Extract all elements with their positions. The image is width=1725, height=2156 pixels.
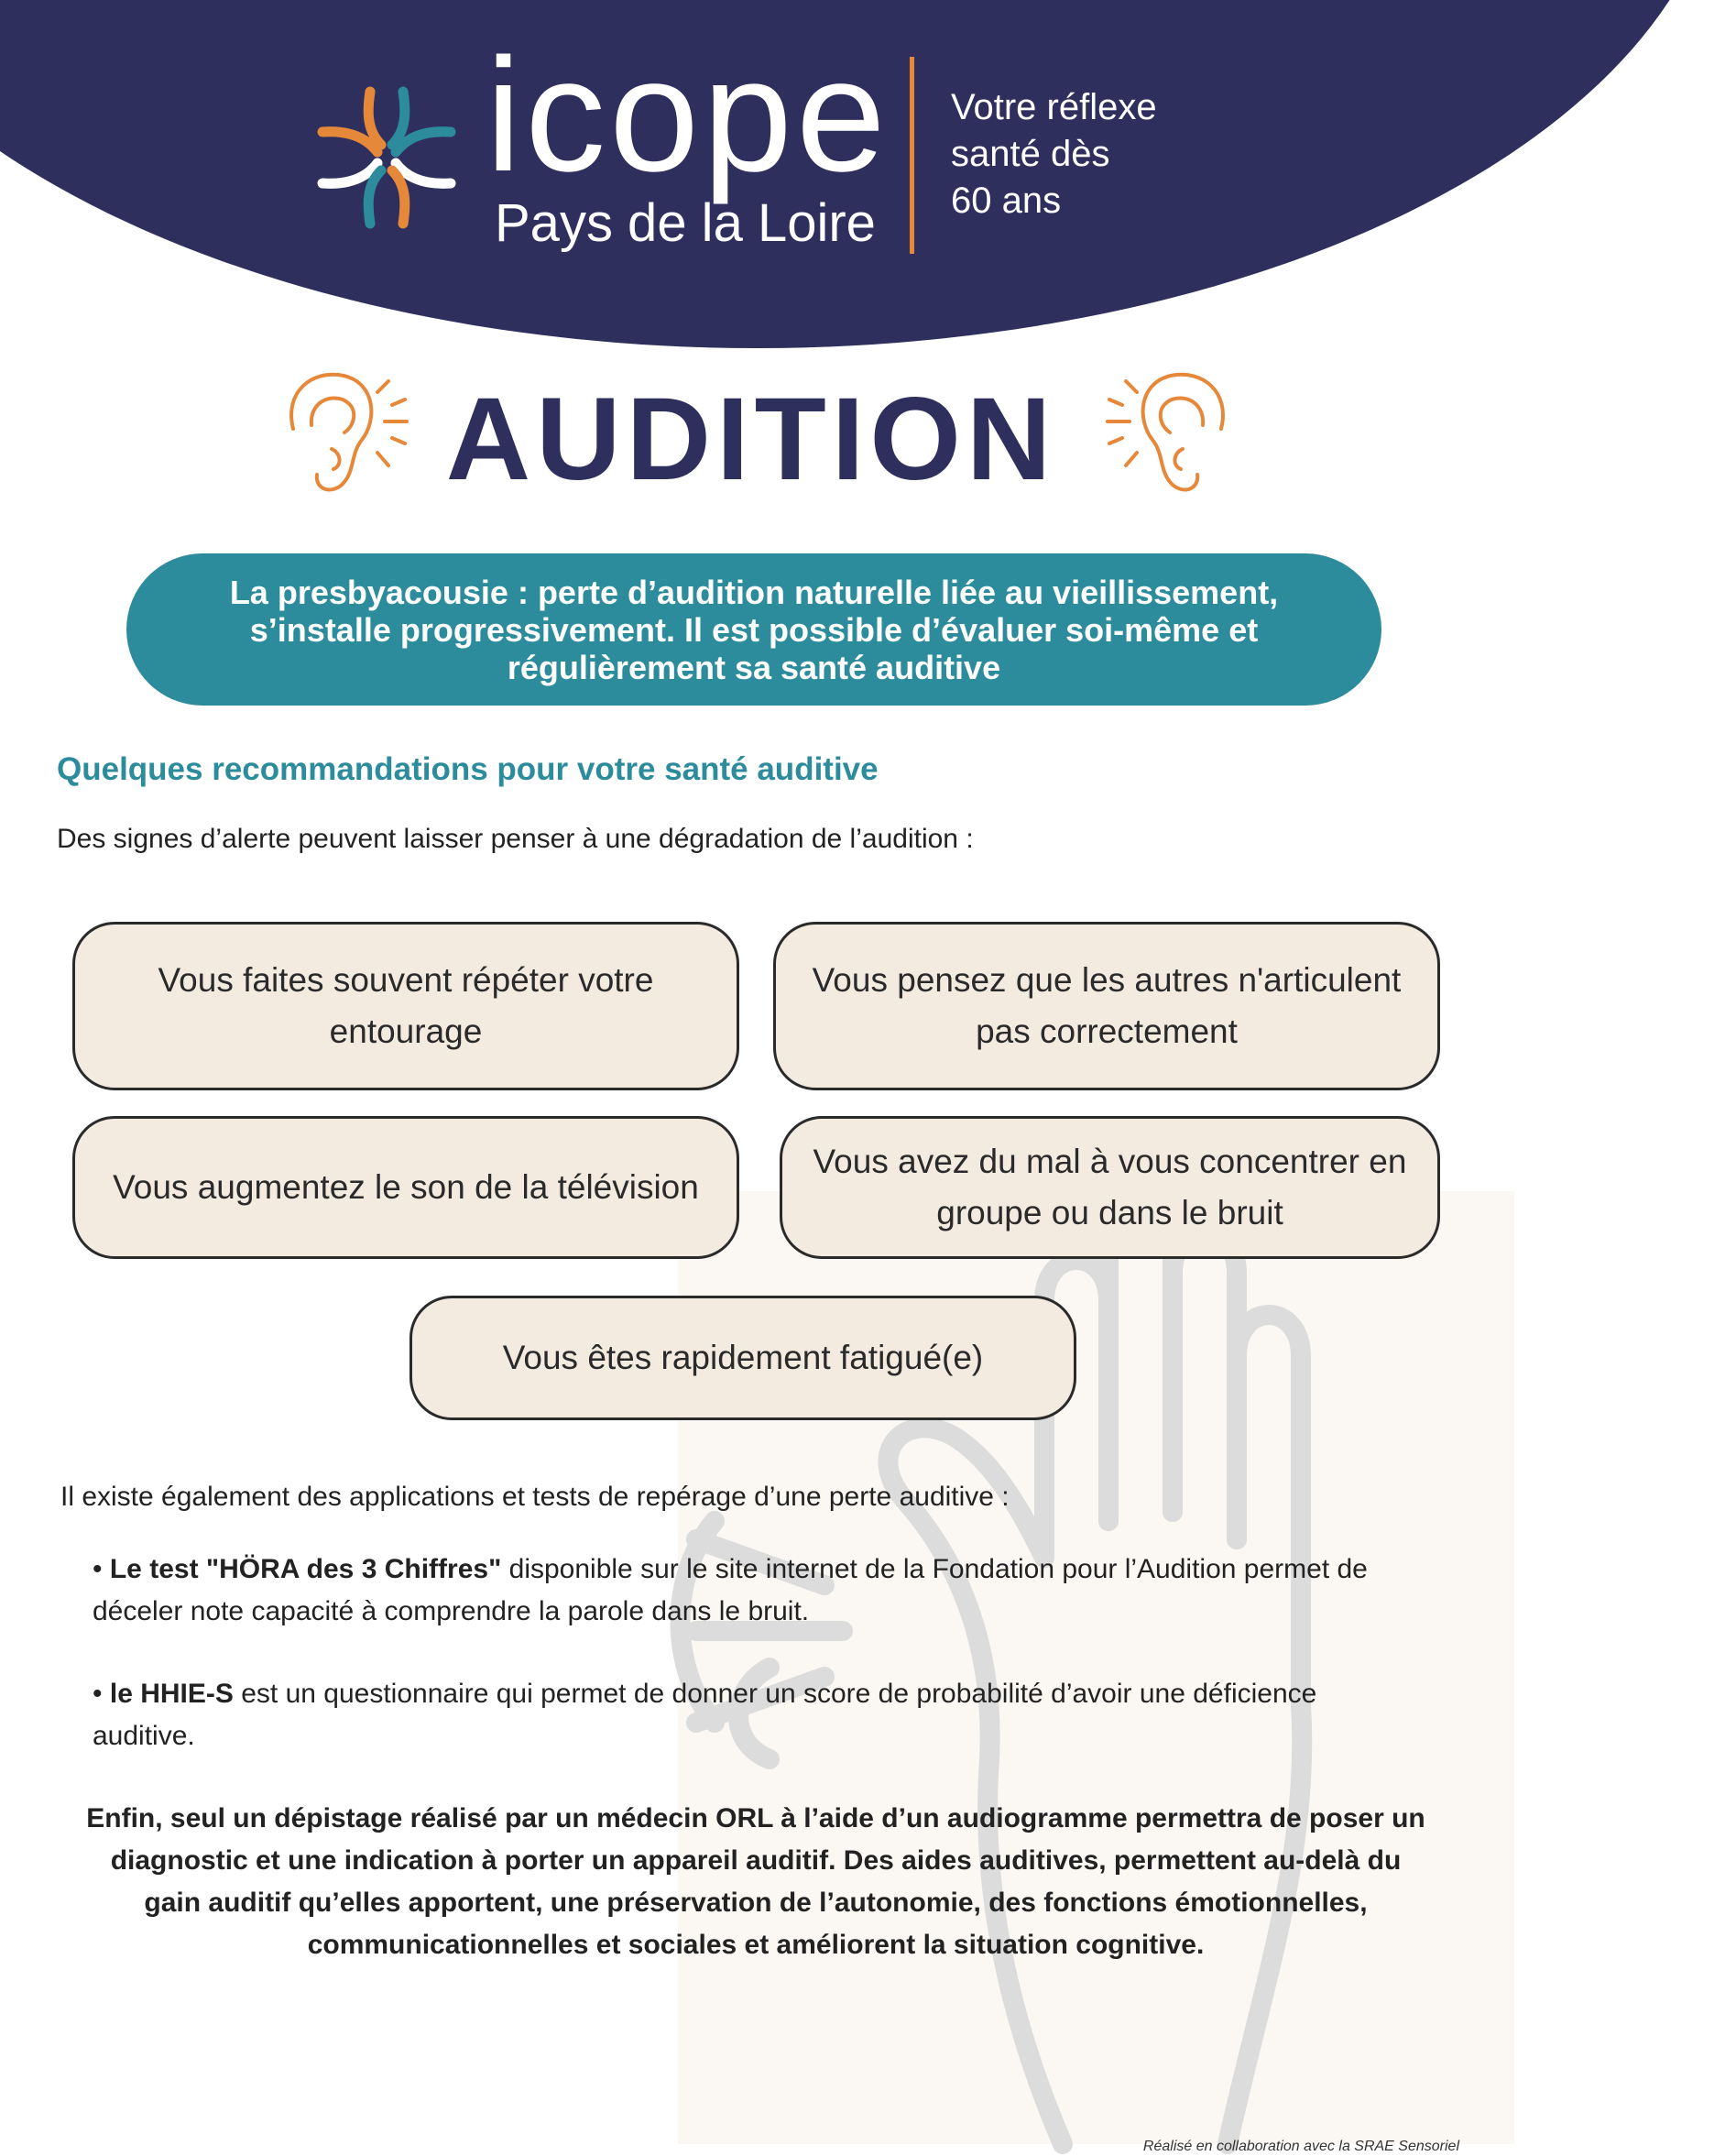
bullet-symbol: • bbox=[93, 1679, 103, 1709]
tagline-line: Votre réflexe bbox=[951, 87, 1157, 127]
test-list-item bbox=[93, 1549, 1412, 1633]
section-title: Quelques recommandations pour votre santé auditive bbox=[57, 751, 879, 787]
credit-note: Réalisé en collaboration avec la SRAE Sensoriel bbox=[1142, 2139, 1459, 2154]
test-name: Le test "HÖRA des 3 Chiffres" bbox=[109, 1554, 502, 1584]
test-description: est un questionnaire qui permet de donner un score de probabilité d’avoir une déficience auditive. bbox=[93, 1679, 1317, 1751]
test-description: disponible sur le site internet de la Fondation pour l’Audition permet de déceler note capacité à comprendre la parole dans le bruit. bbox=[93, 1554, 1368, 1626]
ear-left-icon bbox=[275, 365, 431, 502]
tagline bbox=[951, 84, 1244, 224]
warning-sign-box: Vous augmentez le son de la télévision bbox=[72, 1116, 739, 1259]
logo-region: Pays de la Loire bbox=[495, 193, 876, 253]
bullet-symbol: • bbox=[93, 1554, 103, 1584]
ear-right-icon bbox=[1084, 365, 1239, 502]
conclusion-paragraph: Enfin, seul un dépistage réalisé par un médecin ORL à l’aide d’un audiogramme permettra de poser un diagnostic et une indication à porter un appareil auditif. Des aides auditives, permettent au-delà du gain auditif qu’elles apportent, une préservation de l’autonomie, des fonctions émotionnelles, communicationnelles et sociales et améliorent la situation cognitive. bbox=[86, 1803, 1425, 1960]
page-title: AUDITION bbox=[445, 374, 1057, 505]
warning-sign-box: Vous avez du mal à vous concentrer en groupe ou dans le bruit bbox=[780, 1116, 1440, 1259]
warning-sign-box: Vous pensez que les autres n'articulent pas correctement bbox=[773, 922, 1440, 1090]
test-name: le HHIE-S bbox=[109, 1679, 234, 1709]
logo-wordmark: icope bbox=[486, 26, 890, 205]
intro-banner bbox=[126, 553, 1381, 706]
icope-logo-icon bbox=[313, 84, 460, 231]
warning-sign-box: Vous êtes rapidement fatigué(e) bbox=[409, 1296, 1076, 1420]
tests-intro: Il existe également des applications et tests de repérage d’une perte auditive : bbox=[60, 1482, 1010, 1512]
warning-sign-box: Vous faites souvent répéter votre entourage bbox=[72, 922, 739, 1090]
tagline-line: 60 ans bbox=[951, 181, 1062, 221]
tagline-line: santé dès bbox=[951, 134, 1110, 174]
header-divider bbox=[910, 57, 914, 254]
warning-signs-intro: Des signes d’alerte peuvent laisser penser à une dégradation de l’audition : bbox=[57, 824, 974, 854]
test-list-item bbox=[93, 1673, 1412, 1757]
banner-text: La presbyacousie : perte d’audition naturelle liée au vieillissement, s’installe progressivement. Il est possible d’évaluer soi-même et régulièrement sa santé auditive bbox=[229, 573, 1279, 686]
